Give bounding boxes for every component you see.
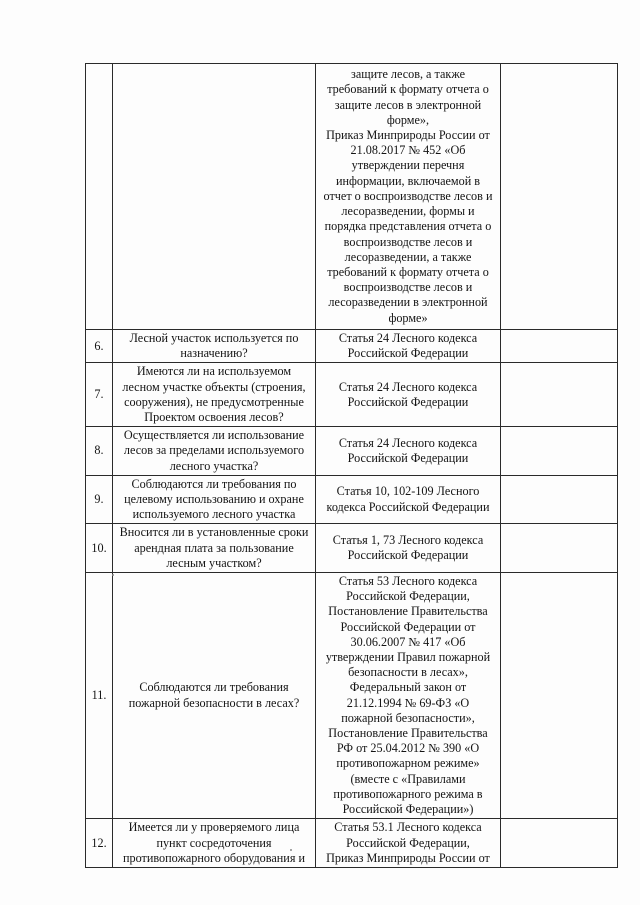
legal-reference-line: воспроизводстве лесов и [343, 234, 473, 249]
table-row [86, 819, 618, 868]
legal-reference-line: утверждении перечня [351, 158, 465, 173]
checklist-table [85, 63, 618, 868]
legal-reference-line: Статья 24 Лесного кодекса [338, 331, 478, 345]
question-line: сооружения), не предусмотренные [124, 394, 304, 409]
legal-reference-line: Российской Федерации от [340, 619, 476, 634]
legal-reference-line: требований к формату отчета о [327, 82, 489, 97]
table-row [86, 573, 618, 819]
question-cell [113, 64, 316, 330]
legal-reference-line: Статья 24 Лесного кодекса [338, 435, 478, 450]
legal-reference-line: противопожарном режиме» [336, 756, 480, 771]
answer-cell [501, 427, 618, 476]
legal-reference-line: порядка представления отчета о [324, 219, 492, 234]
row-number: 9. [86, 475, 113, 524]
legal-reference-line: утверждении Правил пожарной [325, 650, 491, 665]
question-line: лесном участке объекты (строения, [122, 379, 306, 394]
legal-reference-line: воспроизводстве лесов и [343, 280, 473, 295]
scan-speck [112, 574, 114, 576]
question-line: Имеются ли на используемом [136, 364, 292, 379]
legal-reference-line: РФ от 25.04.2012 № 390 «О [336, 741, 480, 756]
question-line: целевому использованию и охране [124, 492, 304, 507]
question-line: Осуществляется ли использование [123, 428, 305, 443]
legal-reference-line: противопожарного режима в [333, 786, 483, 801]
legal-reference-line: Статья 10, 102-109 Лесного [336, 484, 480, 499]
question-cell [113, 427, 316, 476]
question-line: назначению? [180, 346, 248, 361]
row-number: 10. [86, 524, 113, 573]
question-cell [113, 363, 316, 427]
answer-cell [501, 330, 618, 363]
legal-reference-cell [316, 427, 501, 476]
row-number: 7. [86, 363, 113, 427]
question-line: противопожарного оборудования и [122, 850, 305, 865]
question-cell [113, 819, 316, 868]
legal-reference-line: кодекса Российской Федерации [326, 499, 490, 514]
legal-reference-line: Приказ Минприроды России от [326, 128, 490, 143]
legal-reference-line: лесоразведении, а также [344, 249, 472, 264]
table-row [86, 330, 618, 363]
question-cell [113, 573, 316, 819]
table-row [86, 427, 618, 476]
question-cell [113, 475, 316, 524]
question-line: лесов за пределами используемого [123, 443, 305, 458]
legal-reference-cell [316, 330, 501, 363]
legal-reference-line: Российской Федерации, [346, 589, 470, 604]
answer-cell [501, 573, 618, 819]
question-line: Соблюдаются ли требования [139, 680, 289, 695]
legal-reference-cell [316, 573, 501, 819]
legal-reference-line: 21.12.1994 № 69-ФЗ «О [346, 695, 470, 710]
row-number: 6. [86, 330, 113, 363]
question-line: лесным участком? [166, 555, 262, 570]
legal-reference-line: защите лесов в электронной [334, 97, 482, 112]
row-number: 11. [86, 573, 113, 819]
table-row [86, 524, 618, 573]
question-line: используемого лесного участка [132, 507, 296, 522]
answer-cell [501, 475, 618, 524]
legal-reference-line: 30.06.2007 № 417 «Об [350, 634, 466, 649]
legal-reference-line: 21.08.2017 № 452 «Об [350, 143, 466, 158]
legal-reference-line: Статья 53.1 Лесного кодекса [334, 820, 482, 835]
table-row [86, 363, 618, 427]
legal-reference-cell [316, 819, 501, 868]
question-line: пункт сосредоточения [156, 835, 272, 850]
question-cell [113, 330, 316, 363]
row-number [86, 64, 113, 330]
scan-speck [290, 849, 292, 851]
legal-reference-line: Федеральный закон от [349, 680, 467, 695]
question-line: Проектом освоения лесов? [144, 410, 284, 425]
legal-reference-line: отчет о воспроизводстве лесов и [323, 188, 493, 203]
question-line: Вносится ли в установленные сроки [119, 525, 309, 540]
legal-reference-line: Статья 53 Лесного кодекса [338, 574, 478, 589]
legal-reference-line: Российской Федерации [347, 346, 469, 361]
table-row [86, 64, 618, 330]
legal-reference-line: Российской Федерации [347, 394, 469, 409]
legal-reference-line: пожарной безопасности», [341, 710, 475, 725]
question-line: пожарной безопасности в лесах? [128, 695, 300, 710]
legal-reference-line: Приказ Минприроды России от [326, 850, 490, 865]
legal-reference-line: Постановление Правительства [328, 604, 488, 619]
row-number: 12. [86, 819, 113, 868]
legal-reference-line: информации, включаемой в [335, 173, 481, 188]
legal-reference-cell [316, 64, 501, 330]
answer-cell [501, 363, 618, 427]
legal-reference-line: (вместе с «Правилами [350, 771, 466, 786]
legal-reference-cell [316, 524, 501, 573]
legal-reference-line: Российской Федерации, [346, 835, 470, 850]
legal-reference-line: форме» [388, 310, 428, 325]
legal-reference-line: Российской Федерации») [342, 802, 474, 817]
row-number: 8. [86, 427, 113, 476]
question-line: Лесной участок используется по [129, 331, 299, 345]
legal-reference-line: лесоразведении в электронной [328, 295, 488, 310]
question-line: арендная плата за пользование [134, 540, 294, 555]
legal-reference-line: лесоразведении, формы и [341, 204, 475, 219]
answer-cell [501, 524, 618, 573]
legal-reference-line: Статья 24 Лесного кодекса [338, 379, 478, 394]
legal-reference-line: безопасности в лесах», [348, 665, 468, 680]
question-line: Соблюдаются ли требования по [131, 476, 297, 491]
checklist-body [86, 64, 618, 868]
table-row [86, 475, 618, 524]
legal-reference-line: Российской Федерации [347, 451, 469, 466]
legal-reference-line: Постановление Правительства [328, 726, 488, 741]
question-line: лесного участка? [169, 458, 259, 473]
legal-reference-line: защите лесов, а также [351, 67, 465, 82]
legal-reference-line: Статья 1, 73 Лесного кодекса [332, 533, 484, 548]
legal-reference-cell [316, 475, 501, 524]
legal-reference-cell [316, 363, 501, 427]
legal-reference-line: форме», [386, 112, 430, 127]
answer-cell [501, 819, 618, 868]
answer-cell [501, 64, 618, 330]
legal-reference-line: Российской Федерации [347, 548, 469, 563]
legal-reference-line: требований к формату отчета о [327, 264, 489, 279]
question-cell [113, 524, 316, 573]
question-line: Имеется ли у проверяемого лица [128, 820, 300, 835]
